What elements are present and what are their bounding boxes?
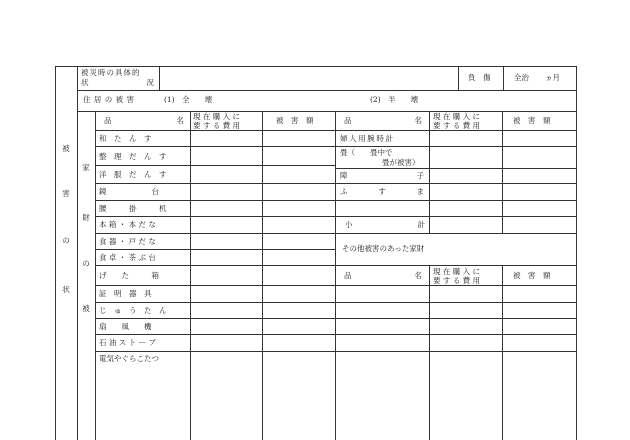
rule-left-row <box>95 233 335 234</box>
left-cost-header-2: 要 す る 費 用 <box>193 121 241 130</box>
rule-right-outer <box>576 66 577 440</box>
side-label-inner-char: 家 <box>82 163 90 172</box>
rule-left-row <box>95 334 335 335</box>
rule-left-row <box>95 265 335 266</box>
right-item-tatami-line2: 畳が被害） <box>382 158 420 167</box>
situation-label-char: 状 <box>81 78 89 87</box>
rule-left-row <box>95 285 335 286</box>
situation-label-line2 <box>81 78 154 87</box>
rule-col-header-left <box>95 130 335 131</box>
right-item-fusuma <box>340 187 424 196</box>
right-item-subtotal <box>345 220 425 229</box>
rule-right-row <box>335 233 576 234</box>
rule-right-row <box>335 168 576 169</box>
left-item-label: 和 た ん す <box>99 134 152 143</box>
rule-right-name-a <box>429 111 430 233</box>
rule-outer-side <box>77 66 78 440</box>
right-cost-header-lower-1: 現 在 購 入 に <box>433 267 481 276</box>
left-item-label: じ ゅ う た ん <box>99 306 167 315</box>
rule-left-row <box>95 216 335 217</box>
rule-right-name-b <box>429 265 430 440</box>
rule-situation-label <box>159 66 160 90</box>
injury-label: 負 傷 <box>468 73 491 82</box>
header-char: 名 <box>176 116 184 125</box>
left-item-header <box>104 116 184 125</box>
rule-situation-bottom <box>77 90 576 91</box>
rule-inner-side <box>95 111 96 440</box>
left-item-label: 電気やぐらこたつ <box>99 354 159 363</box>
rule-right-row <box>335 265 576 266</box>
header-char: 品 <box>344 271 352 280</box>
header-char: 品 <box>104 116 112 125</box>
rule-right-row <box>335 216 576 217</box>
right-item-header <box>344 116 422 125</box>
left-item-label: 整 理 だ ん す <box>99 152 167 161</box>
left-item-label: 食 卓 ・ 茶 ぶ 台 <box>99 253 156 262</box>
left-damage-header: 被 害 額 <box>276 116 314 125</box>
rule-right-cost-a <box>502 111 503 233</box>
rule-center <box>335 111 336 440</box>
header-char: 名 <box>414 271 422 280</box>
left-item-label: 本 箱 ・ 本 だ な <box>99 220 156 229</box>
right-item-header-lower <box>344 271 422 280</box>
header-char: 品 <box>344 116 352 125</box>
side-label-inner-char: の <box>82 259 90 268</box>
left-item-label: 食 器 ・ 戸 だ な <box>99 237 156 246</box>
right-item-shoji <box>340 171 424 180</box>
left-item-label: 鏡 台 <box>99 187 159 196</box>
side-label-outer-char: の <box>62 236 70 245</box>
residence-option-half: (2) 半 壊 <box>370 95 419 104</box>
side-label-inner-char: 財 <box>82 213 90 222</box>
rule-right-cost-b <box>502 265 503 440</box>
right-item-tatami-line1: 畳（ 畳中で <box>340 148 393 157</box>
rule-injury-left <box>458 66 459 90</box>
rule-left-cost <box>262 111 263 440</box>
situation-label-char: 況 <box>146 78 154 87</box>
right-cost-header-2: 要 す る 費 用 <box>433 121 481 130</box>
rule-left-row <box>95 351 335 352</box>
injury-unit: ヵ月 <box>545 73 560 82</box>
rule-left-row <box>95 200 335 201</box>
rule-right-row <box>335 200 576 201</box>
injury-value: 全治 <box>514 73 529 82</box>
rule-left-row <box>95 249 335 250</box>
left-item-label: 腰 掛 机 <box>99 204 167 213</box>
header-char: 名 <box>414 116 422 125</box>
residence-label: 住 居 の 被 害 <box>83 95 135 104</box>
right-cost-header-lower-2: 要 す る 費 用 <box>433 276 481 285</box>
left-item-label: 証 明 器 具 <box>99 289 152 298</box>
rule-col-header-right <box>335 130 576 131</box>
situation-label-line1: 被災時の具体的 <box>81 68 141 77</box>
rule-right-row <box>335 146 576 147</box>
rule-left-name <box>190 111 191 440</box>
item-char: す <box>378 187 386 196</box>
left-item-label: げ た 箱 <box>99 271 159 280</box>
right-cost-header-1: 現 在 購 入 に <box>433 112 481 121</box>
residence-option-full: (1) 全 壊 <box>164 95 213 104</box>
item-char: ま <box>416 187 424 196</box>
rule-left-row <box>95 318 335 319</box>
rule-left-row <box>95 165 335 166</box>
side-label-outer-char: 状 <box>62 285 70 294</box>
right-damage-header: 被 害 額 <box>513 116 551 125</box>
right-item-watch: 婦人用腕時計 <box>340 134 395 143</box>
rule-left-row <box>95 146 335 147</box>
side-label-outer-char: 被 <box>62 144 70 153</box>
rule-right-row <box>335 334 576 335</box>
side-label-outer-char: 害 <box>62 189 70 198</box>
other-damaged-items-label: その他被害のあった家財 <box>342 244 425 253</box>
item-char: 子 <box>416 171 424 180</box>
right-damage-header-lower: 被 害 額 <box>513 271 551 280</box>
rule-left-row <box>95 302 335 303</box>
left-cost-header-1: 現 在 購 入 に <box>193 112 241 121</box>
item-char: 障 <box>340 171 348 180</box>
rule-right-row <box>335 351 576 352</box>
side-label-inner-char: 被 <box>82 304 90 313</box>
item-char: 計 <box>417 220 425 229</box>
rule-injury-mid <box>503 66 504 90</box>
rule-left-row <box>95 183 335 184</box>
rule-right-row <box>335 183 576 184</box>
rule-right-row <box>335 302 576 303</box>
left-item-label: 洋 服 だ ん す <box>99 170 167 179</box>
item-char: 小 <box>345 220 353 229</box>
rule-right-row <box>335 285 576 286</box>
item-char: ふ <box>340 187 348 196</box>
left-item-label: 扇 風 機 <box>99 322 152 331</box>
rule-top <box>55 66 576 67</box>
left-item-label: 石 油 ス ト ー ブ <box>99 338 156 347</box>
rule-left-outer <box>55 66 56 440</box>
rule-right-row <box>335 318 576 319</box>
